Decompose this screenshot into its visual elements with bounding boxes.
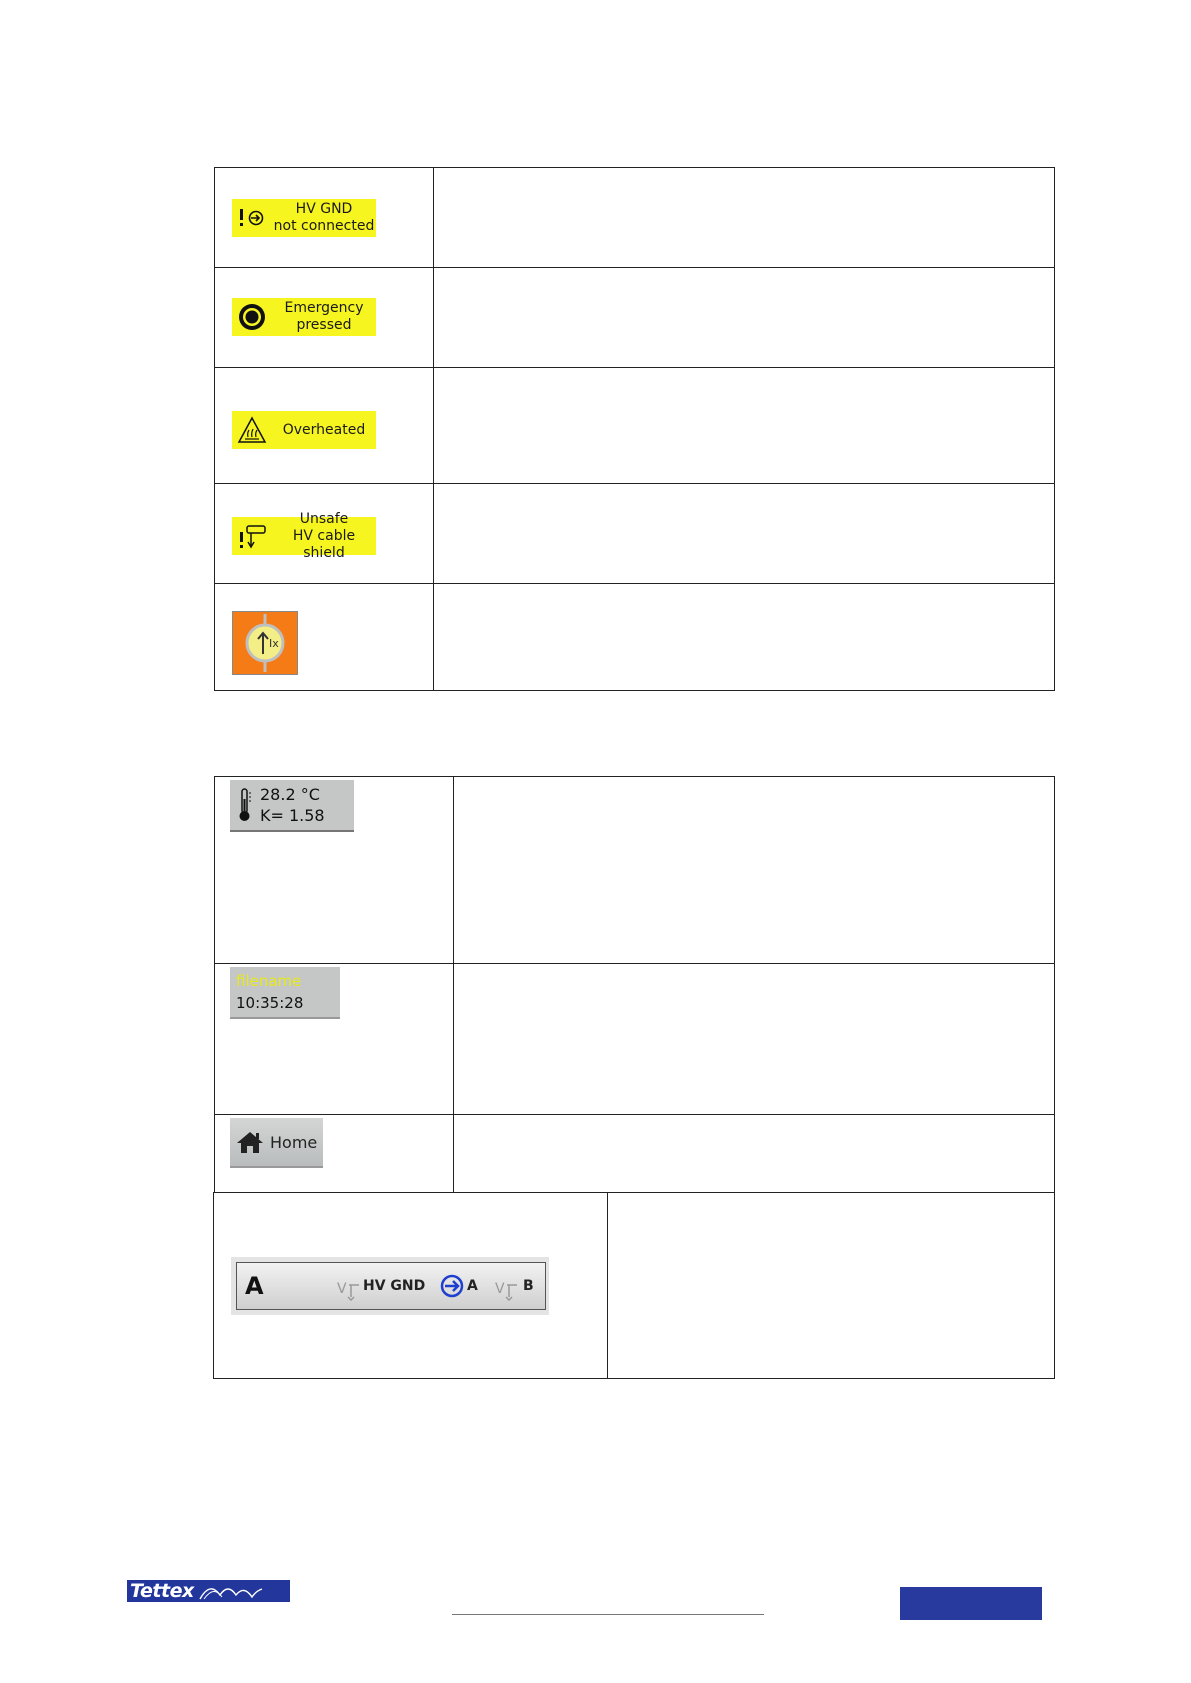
temperature-widget [230, 780, 354, 832]
indicator-cell [215, 368, 434, 484]
brand-logo [127, 1580, 290, 1602]
channel-selector-table [213, 1192, 1055, 1379]
ground-v-icon [337, 1277, 363, 1301]
filename-label: filename [236, 972, 302, 990]
home-icon [230, 1130, 270, 1154]
overheated-warning [232, 411, 376, 449]
unsafe-line2: HV cable shield [292, 527, 356, 561]
channel-selector-widget [231, 1257, 549, 1315]
selector-cell [214, 1193, 608, 1379]
time-value: 10:35:28 [236, 994, 304, 1012]
cable-shield-warning-icon [232, 517, 272, 555]
unsafe-line1: Unsafe [299, 510, 349, 527]
current-label: Ix [269, 637, 279, 650]
unsafe-shield-warning [232, 510, 376, 561]
description-cell [434, 168, 1055, 268]
description-cell [434, 584, 1055, 691]
a-option[interactable]: A [467, 1278, 478, 1294]
b-option[interactable]: B [523, 1278, 534, 1294]
widget-cell [215, 1115, 454, 1193]
emergency-stop-icon [232, 298, 272, 336]
widget-cell [215, 777, 454, 964]
indicator-cell [215, 268, 434, 368]
k-factor-value: K= 1.58 [260, 806, 325, 825]
current-source-icon [233, 612, 297, 674]
svg-text:V: V [495, 1281, 505, 1297]
emergency-line2: pressed [296, 317, 352, 333]
logo-wave-icon [194, 1581, 266, 1601]
description-cell [434, 484, 1055, 584]
overheated-label: Overheated [282, 421, 366, 438]
selected-arrow-icon [440, 1274, 464, 1298]
home-label: Home [270, 1132, 318, 1152]
svg-text:V: V [337, 1281, 347, 1297]
hv-gnd-warning [232, 199, 376, 237]
description-cell [434, 368, 1055, 484]
temperature-value: 28.2 °C [260, 785, 320, 804]
indicator-cell [215, 168, 434, 268]
description-cell [434, 268, 1055, 368]
brand-name: Tettex [130, 1580, 194, 1602]
current-source-indicator [232, 611, 298, 675]
indicator-cell [215, 584, 434, 691]
description-cell [454, 777, 1055, 964]
file-time-widget [230, 967, 340, 1019]
emergency-warning [232, 298, 376, 336]
thermometer-icon [230, 787, 260, 823]
footer-page-box [900, 1587, 1042, 1620]
widget-cell [215, 964, 454, 1115]
description-cell [454, 1115, 1055, 1193]
home-button[interactable] [230, 1118, 323, 1168]
info-widget-table [214, 776, 1055, 1193]
hv-gnd-line2: not connected [273, 218, 375, 234]
hv-gnd-option[interactable]: HV GND [363, 1278, 426, 1294]
hot-surface-warning-icon [232, 411, 272, 449]
ground-v-icon [495, 1277, 521, 1301]
channel-selector-bar[interactable] [236, 1262, 546, 1310]
exclamation-arrow-icon [232, 199, 272, 237]
active-channel-label: A [245, 1272, 264, 1300]
indicator-cell [215, 484, 434, 584]
status-indicator-table [214, 167, 1055, 691]
description-cell [608, 1193, 1055, 1379]
emergency-line1: Emergency [284, 300, 364, 316]
footer-divider [452, 1614, 764, 1615]
description-cell [454, 964, 1055, 1115]
hv-gnd-line1: HV GND [295, 201, 353, 217]
